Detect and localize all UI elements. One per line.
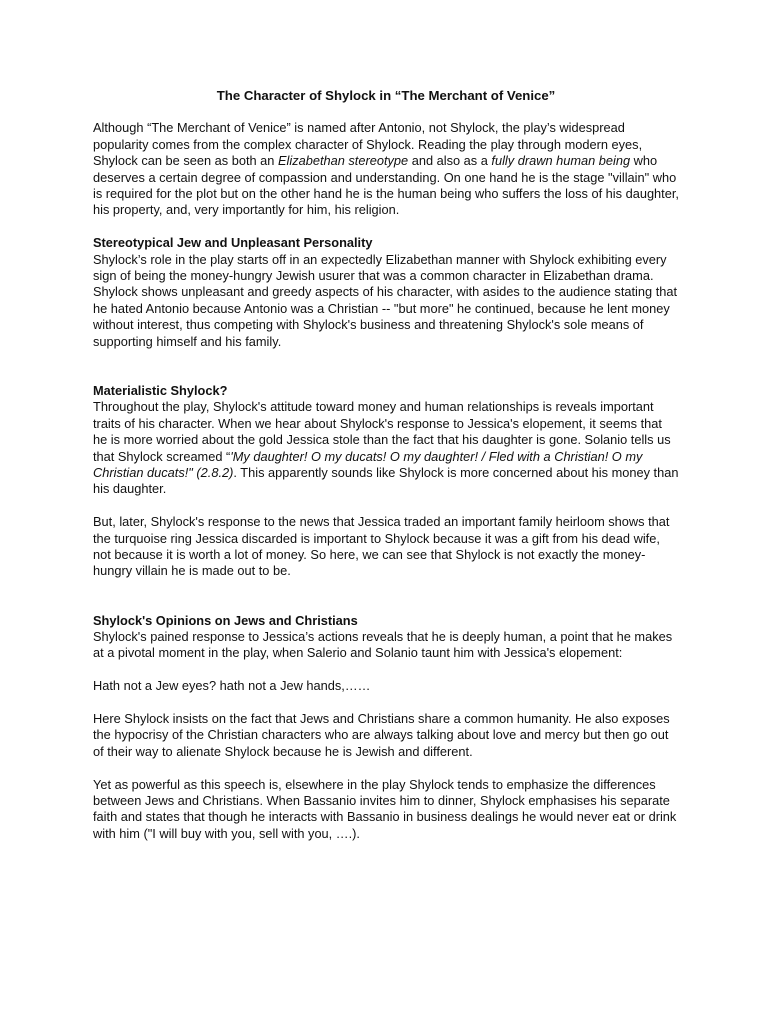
section-body-materialistic	[93, 399, 679, 497]
section-body-materialistic-2: But, later, Shylock's response to the news that Jessica traded an important family heirloom shows that the turquoise ring Jessica discarded is important to Shylock because it was a gift from his dead wife, not because it is worth a lot of money. So here, we can see that Shylock is not exactly the money-hungry villain he is made out to be.	[93, 514, 670, 579]
document-body	[93, 88, 679, 842]
intro-text-2: and also as a	[408, 153, 492, 169]
intro-text-3: who deserves a certain degree of compassion and understanding. On one hand he is the stage "villain" who is required for the plot but on the other hand he is the human being who suffers the loss of his daughter, his property, and, very importantly for him, his religion.	[93, 153, 679, 218]
section-body-opinions-3: Yet as powerful as this speech is, elsewhere in the play Shylock tends to emphasize the differences between Jews and Christians. When Bassanio invites him to dinner, Shylock emphasises his separate faith and states that though he interacts with Bassanio in business dealings he would never eat or drink with him ("I will buy with you, sell with you, ….).	[93, 776, 677, 841]
materialistic-text-2: . This apparently sounds like Shylock is more concerned about his money than his daughter.	[93, 464, 679, 497]
section-body-opinions: Shylock's pained response to Jessica’s actions reveals that he is deeply human, a point that he makes at a pivotal moment in the play, when Salerio and Solanio taunt him with Jessica's elopement:	[93, 628, 673, 661]
materialistic-quote: 'My daughter! O my ducats! O my daughter! / Fled with a Christian! O my Christian ducats!" (2.8.2)	[93, 448, 643, 480]
intro-paragraph	[93, 120, 679, 218]
intro-emphasis-1: Elizabethan stereotype	[277, 153, 409, 169]
section-body-stereotype: Shylock’s role in the play starts off in an expectedly Elizabethan manner with Shylock exhibiting every sign of being the money-hungry Jewish usurer that was a common character in Elizabethan drama. Shylock shows unpleasant and greedy aspects of his character, with asides to the audience stating that he hated Antonio because Antonio was a Christian -- "but more" he continued, because he lent money without interest, thus competing with Shylock's business and threatening Shylock's sole means of supporting himself and his family.	[93, 251, 678, 349]
section-body-opinions-2: Here Shylock insists on the fact that Jews and Christians share a common humanity. He also exposes the hypocrisy of the Christian characters who are always talking about love and mercy but then go out of their way to alienate Shylock because he is Jewish and different.	[93, 710, 670, 759]
materialistic-text-1: Throughout the play, Shylock's attitude toward money and human relationships is reveals important traits of his character. When we hear about Shylock's response to Jessica's elopement, it seems that he is more worried about the gold Jessica stole than the fact that his daughter is gone. Solanio tells us that Shylock screamed “	[93, 399, 671, 464]
section-heading-stereotype: Stereotypical Jew and Unpleasant Personality	[93, 235, 373, 251]
section-heading-opinions: Shylock's Opinions on Jews and Christians	[93, 612, 358, 628]
speech-quote: Hath not a Jew eyes? hath not a Jew hands,……	[93, 678, 371, 694]
intro-text-1: Although “The Merchant of Venice” is named after Antonio, not Shylock, the play’s widespread popularity comes from the complex character of Shylock. Reading the play through modern eyes, Shylock can be seen as both an	[93, 120, 643, 169]
document-title: The Character of Shylock in “The Merchant of Venice”	[216, 88, 556, 103]
section-heading-materialistic: Materialistic Shylock?	[93, 382, 228, 398]
intro-emphasis-2: fully drawn human being	[491, 153, 631, 169]
